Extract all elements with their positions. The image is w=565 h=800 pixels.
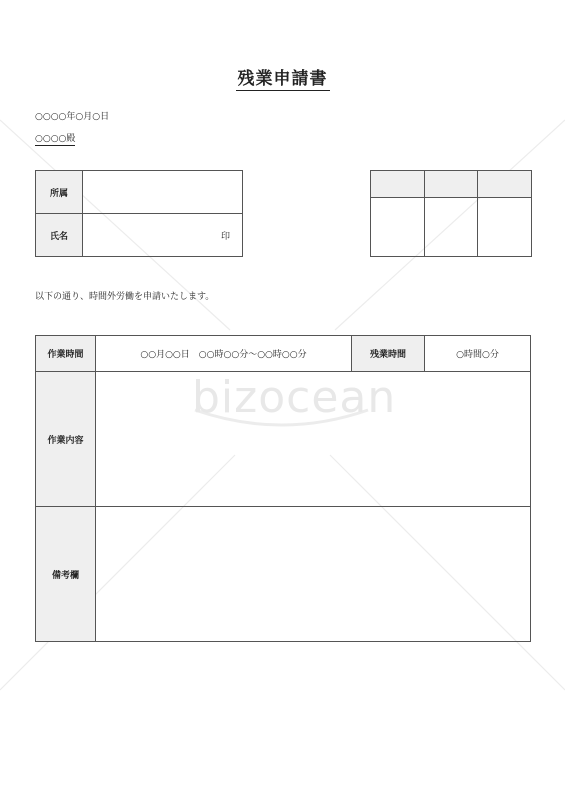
watermark-logo: bizocean bbox=[192, 372, 397, 423]
overtime-field[interactable]: ○時間○分 bbox=[425, 336, 531, 372]
work-content-field[interactable] bbox=[96, 372, 531, 507]
work-time-label: 作業時間 bbox=[36, 336, 96, 372]
name-field[interactable] bbox=[83, 214, 243, 257]
remarks-label: 備考欄 bbox=[36, 507, 96, 642]
intro-text: 以下の通り、時間外労働を申請いたします。 bbox=[35, 292, 215, 302]
stamp-box-3[interactable] bbox=[478, 198, 532, 257]
stamp-box-1[interactable] bbox=[371, 198, 425, 257]
work-content-label: 作業内容 bbox=[36, 372, 96, 507]
stamp-header-3 bbox=[478, 171, 532, 198]
remarks-field[interactable] bbox=[96, 507, 531, 642]
stamp-header-2 bbox=[424, 171, 478, 198]
overtime-label: 残業時間 bbox=[352, 336, 425, 372]
document-title: 残業申請書 bbox=[237, 69, 328, 89]
department-label: 所属 bbox=[36, 171, 83, 214]
department-field[interactable] bbox=[83, 171, 243, 214]
work-time-field[interactable]: ○○月○○日 ○○時○○分～○○時○○分 bbox=[96, 336, 352, 372]
seal-mark: 印 bbox=[220, 231, 230, 242]
addressee: ○○○○殿 bbox=[35, 131, 75, 146]
applicant-info-table bbox=[35, 170, 243, 257]
date-line: ○○○○年○月○日 bbox=[35, 112, 110, 122]
name-label: 氏名 bbox=[36, 214, 83, 257]
overtime-detail-table bbox=[35, 335, 531, 642]
stamp-header-1 bbox=[371, 171, 425, 198]
stamp-box-2[interactable] bbox=[424, 198, 478, 257]
approval-stamp-table bbox=[370, 170, 532, 257]
